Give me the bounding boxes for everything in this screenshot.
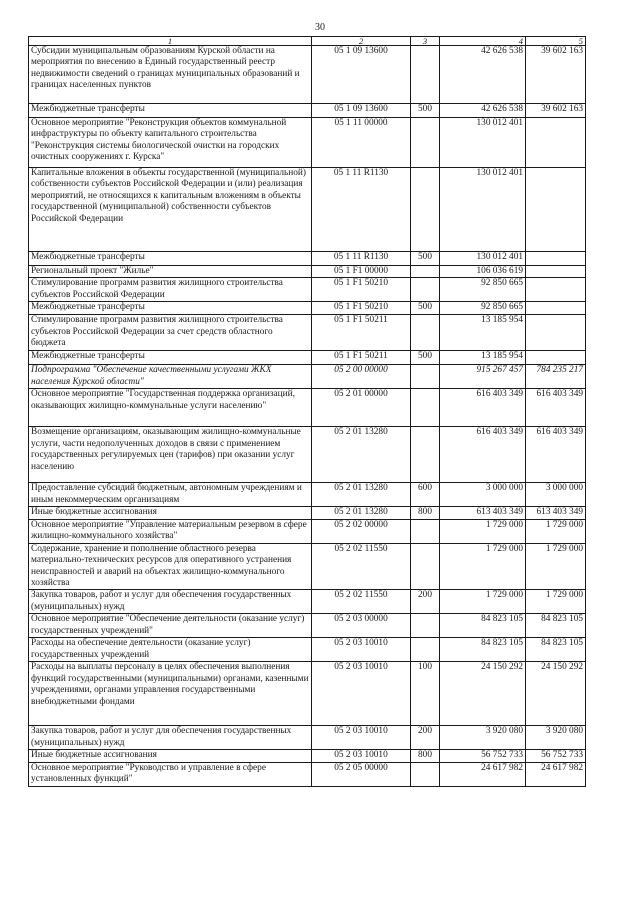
row-value-year2: 24 150 292 [526, 662, 586, 726]
row-value-year2: 39 602 163 [526, 46, 586, 104]
row-expense-type [411, 389, 440, 427]
row-expense-type [411, 168, 440, 252]
column-header: 2 [312, 37, 411, 46]
row-code: 05 2 05 00000 [312, 762, 411, 786]
row-code: 05 1 F1 50210 [312, 278, 411, 302]
row-name: Основное мероприятие "Обеспечение деятельности (оказание услуг) государственных учреждений" [29, 614, 312, 638]
row-name: Основное мероприятие "Государственная поддержка организаций, оказывающих жилищно-коммунальные услуги населению" [29, 389, 312, 427]
row-value-year2: 24 617 982 [526, 762, 586, 786]
row-name: Закупка товаров, работ и услуг для обеспечения государственных (муниципальных) нужд [29, 726, 312, 750]
column-header: 1 [29, 37, 312, 46]
row-value-year2 [526, 302, 586, 315]
row-code: 05 1 09 13600 [312, 46, 411, 104]
row-code: 05 2 00 00000 [312, 365, 411, 389]
table-row [29, 278, 586, 302]
row-value-year2 [526, 315, 586, 351]
table-row [29, 638, 586, 662]
row-value-year1: 3 920 080 [440, 726, 526, 750]
row-value-year1: 1 729 000 [440, 590, 526, 614]
row-value-year1: 106 036 619 [440, 266, 526, 278]
table-row [29, 662, 586, 726]
row-name: Межбюджетные трансферты [29, 302, 312, 315]
row-expense-type: 200 [411, 590, 440, 614]
row-value-year1: 24 150 292 [440, 662, 526, 726]
row-name: Подпрограмма "Обеспечение качественными услугами ЖКХ населения Курской области" [29, 365, 312, 389]
row-name: Расходы на выплаты персоналу в целях обеспечения выполнения функций государственными (муниципальными) органами, казенными учреждениями, органами управления государственными внебюджетными фондами [29, 662, 312, 726]
row-code: 05 2 01 13280 [312, 427, 411, 483]
row-expense-type: 500 [411, 104, 440, 118]
row-name: Возмещение организациям, оказывающим жилищно-коммунальные услуги, части недополученных доходов в связи с применением государственных регулируемых цен (тарифов) при оказании услуг населению [29, 427, 312, 483]
row-code: 05 2 03 10010 [312, 750, 411, 762]
column-header: 5 [526, 37, 586, 46]
row-expense-type: 600 [411, 483, 440, 507]
row-value-year1: 613 403 349 [440, 507, 526, 519]
row-expense-type [411, 762, 440, 786]
table-row [29, 590, 586, 614]
row-value-year2 [526, 168, 586, 252]
row-name: Расходы на обеспечение деятельности (оказание услуг) государственных учреждений [29, 638, 312, 662]
row-value-year1: 42 626 538 [440, 104, 526, 118]
row-value-year1: 3 000 000 [440, 483, 526, 507]
row-code: 05 2 03 10010 [312, 662, 411, 726]
row-name: Региональный проект "Жилье" [29, 266, 312, 278]
table-row [29, 726, 586, 750]
row-expense-type: 800 [411, 750, 440, 762]
row-code: 05 2 01 13280 [312, 483, 411, 507]
table-row [29, 351, 586, 365]
row-name: Иные бюджетные ассигнования [29, 507, 312, 519]
row-value-year2: 613 403 349 [526, 507, 586, 519]
row-name: Основное мероприятие "Управление материальным резервом в сфере жилищно-коммунального хозяйства" [29, 519, 312, 543]
row-name: Содержание, хранение и пополнение областного резерва материально-технических ресурсов для оперативного устранения неисправностей и аварий на объектах жилищно-коммунального хозяйства [29, 543, 312, 590]
row-code: 05 1 F1 50210 [312, 302, 411, 315]
table-row [29, 266, 586, 278]
row-value-year2 [526, 278, 586, 302]
table-row [29, 483, 586, 507]
row-expense-type: 500 [411, 252, 440, 266]
row-code: 05 2 01 13280 [312, 507, 411, 519]
row-expense-type: 500 [411, 351, 440, 365]
table-row [29, 389, 586, 427]
table-row [29, 365, 586, 389]
row-value-year1: 130 012 401 [440, 168, 526, 252]
row-value-year2 [526, 252, 586, 266]
row-expense-type [411, 315, 440, 351]
row-value-year2: 3 920 080 [526, 726, 586, 750]
row-value-year2: 616 403 349 [526, 389, 586, 427]
table-row [29, 104, 586, 118]
row-value-year2 [526, 351, 586, 365]
row-expense-type: 200 [411, 726, 440, 750]
row-code: 05 1 09 13600 [312, 104, 411, 118]
budget-table [28, 36, 586, 787]
row-value-year1: 915 267 457 [440, 365, 526, 389]
table-row [29, 46, 586, 104]
row-value-year2: 1 729 000 [526, 543, 586, 590]
row-value-year2: 1 729 000 [526, 590, 586, 614]
row-value-year1: 84 823 105 [440, 614, 526, 638]
row-code: 05 2 03 10010 [312, 638, 411, 662]
row-value-year2: 39 602 163 [526, 104, 586, 118]
row-name: Межбюджетные трансферты [29, 351, 312, 365]
row-code: 05 1 F1 00000 [312, 266, 411, 278]
row-value-year1: 84 823 105 [440, 638, 526, 662]
table-row [29, 252, 586, 266]
row-expense-type [411, 614, 440, 638]
table-row [29, 118, 586, 168]
row-expense-type [411, 118, 440, 168]
table-row [29, 168, 586, 252]
row-name: Основное мероприятие "Реконструкция объектов коммунальной инфраструктуры по объекту капитального строительства "Реконструкция системы биологической очистки на городских очистных сооружениях г. Курска" [29, 118, 312, 168]
row-code: 05 2 02 11550 [312, 543, 411, 590]
row-value-year1: 616 403 349 [440, 427, 526, 483]
row-code: 05 2 01 00000 [312, 389, 411, 427]
column-header: 4 [440, 37, 526, 46]
row-value-year2: 1 729 000 [526, 519, 586, 543]
row-expense-type [411, 278, 440, 302]
row-value-year2 [526, 266, 586, 278]
table-row [29, 507, 586, 519]
row-expense-type: 100 [411, 662, 440, 726]
row-name: Субсидии муниципальным образованиям Курской области на мероприятия по внесению в Единый государственный реестр недвижимости сведений о границах муниципальных образований и границах населенных пунктов [29, 46, 312, 104]
row-code: 05 1 F1 50211 [312, 315, 411, 351]
row-name: Закупка товаров, работ и услуг для обеспечения государственных (муниципальных) нужд [29, 590, 312, 614]
table-header-row [29, 37, 586, 46]
table-row [29, 762, 586, 786]
row-code: 05 1 11 R1130 [312, 252, 411, 266]
row-value-year1: 92 850 665 [440, 278, 526, 302]
table-row [29, 614, 586, 638]
row-expense-type [411, 543, 440, 590]
row-expense-type [411, 266, 440, 278]
row-name: Межбюджетные трансферты [29, 252, 312, 266]
row-value-year1: 130 012 401 [440, 252, 526, 266]
table-row [29, 315, 586, 351]
row-value-year2: 84 823 105 [526, 638, 586, 662]
row-value-year1: 13 185 954 [440, 315, 526, 351]
row-value-year1: 1 729 000 [440, 543, 526, 590]
row-value-year1: 24 617 982 [440, 762, 526, 786]
row-value-year2: 84 823 105 [526, 614, 586, 638]
row-value-year1: 42 626 538 [440, 46, 526, 104]
row-name: Межбюджетные трансферты [29, 104, 312, 118]
row-value-year2: 616 403 349 [526, 427, 586, 483]
row-value-year1: 56 752 733 [440, 750, 526, 762]
row-expense-type [411, 638, 440, 662]
page-number: 30 [315, 22, 325, 33]
row-expense-type [411, 46, 440, 104]
column-header: 3 [411, 37, 440, 46]
row-name: Предоставление субсидий бюджетным, автономным учреждениям и иным некоммерческим организациям [29, 483, 312, 507]
row-value-year2 [526, 118, 586, 168]
table-row [29, 302, 586, 315]
row-value-year2: 784 235 217 [526, 365, 586, 389]
row-value-year1: 130 012 401 [440, 118, 526, 168]
row-name: Основное мероприятие "Руководство и управление в сфере установленных функций" [29, 762, 312, 786]
row-code: 05 1 11 00000 [312, 118, 411, 168]
row-value-year1: 616 403 349 [440, 389, 526, 427]
row-expense-type: 500 [411, 302, 440, 315]
row-code: 05 2 02 11550 [312, 590, 411, 614]
row-expense-type [411, 519, 440, 543]
row-expense-type [411, 365, 440, 389]
row-expense-type: 800 [411, 507, 440, 519]
row-name: Стимулирование программ развития жилищного строительства субъектов Российской Федерации за счет средств областного бюджета [29, 315, 312, 351]
table-row [29, 750, 586, 762]
row-name: Иные бюджетные ассигнования [29, 750, 312, 762]
row-name: Капитальные вложения в объекты государственной (муниципальной) собственности субъектов Российской Федерации и (или) реализация мероприятий, не относящихся к капитальным вложениям в объекты государственной (муниципальной) собственности субъектов Российской Федерации [29, 168, 312, 252]
row-code: 05 1 11 R1130 [312, 168, 411, 252]
row-value-year2: 56 752 733 [526, 750, 586, 762]
row-code: 05 2 03 10010 [312, 726, 411, 750]
row-code: 05 2 03 00000 [312, 614, 411, 638]
table-row [29, 519, 586, 543]
row-expense-type [411, 427, 440, 483]
table-row [29, 427, 586, 483]
row-code: 05 1 F1 50211 [312, 351, 411, 365]
table-row [29, 543, 586, 590]
row-value-year2: 3 000 000 [526, 483, 586, 507]
row-value-year1: 1 729 000 [440, 519, 526, 543]
row-value-year1: 92 850 665 [440, 302, 526, 315]
row-name: Стимулирование программ развития жилищного строительства субъектов Российской Федерации [29, 278, 312, 302]
row-value-year1: 13 185 954 [440, 351, 526, 365]
row-code: 05 2 02 00000 [312, 519, 411, 543]
